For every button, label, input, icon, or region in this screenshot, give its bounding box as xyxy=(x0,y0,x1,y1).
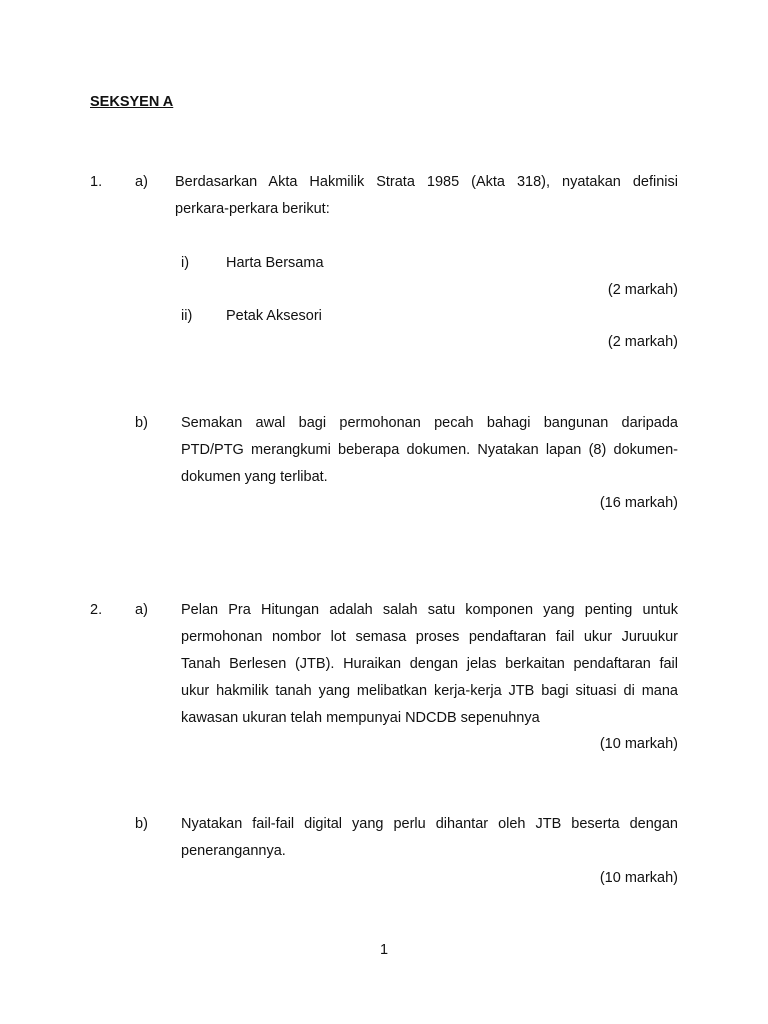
question-number: 1. xyxy=(90,174,103,190)
sub-item-text: Harta Bersama xyxy=(226,255,324,271)
marks-label: (10 markah) xyxy=(599,870,678,886)
section-heading: SEKSYEN A xyxy=(90,94,174,110)
question-text-line: Berdasarkan Akta Hakmilik Strata 1985 (Akta 318), nyatakan definisi xyxy=(175,174,678,190)
marks-label: (10 markah) xyxy=(599,736,678,752)
sub-item-label: i) xyxy=(181,255,190,271)
marks-label: (16 markah) xyxy=(599,495,678,511)
question-text-line: permohonan nombor lot semasa proses pendaftaran fail ukur Juruukur xyxy=(181,629,678,645)
question-text-line: kawasan ukuran telah mempunyai NDCDB sepenuhnya xyxy=(181,710,540,726)
part-label: a) xyxy=(135,602,148,618)
question-text-line: dokumen yang terlibat. xyxy=(181,469,328,485)
question-text-line: ukur hakmilik tanah yang melibatkan kerja-kerja JTB bagi situasi di mana xyxy=(181,683,678,699)
marks-label: (2 markah) xyxy=(607,334,678,350)
question-text-line: perkara-perkara berikut: xyxy=(175,201,330,217)
question-number: 2. xyxy=(90,602,103,618)
page-number: 1 xyxy=(379,942,389,958)
question-text-line: penerangannya. xyxy=(181,843,286,859)
question-text-line: Nyatakan fail-fail digital yang perlu dihantar oleh JTB beserta dengan xyxy=(181,816,678,832)
part-label: a) xyxy=(135,174,148,190)
question-text-line: Semakan awal bagi permohonan pecah bahagi bangunan daripada xyxy=(181,415,678,431)
question-text-line: Pelan Pra Hitungan adalah salah satu komponen yang penting untuk xyxy=(181,602,678,618)
part-label: b) xyxy=(135,816,148,832)
marks-label: (2 markah) xyxy=(607,282,678,298)
question-text-line: Tanah Berlesen (JTB). Huraikan dengan jelas berkaitan pendaftaran fail xyxy=(181,656,678,672)
sub-item-label: ii) xyxy=(181,308,193,324)
sub-item-text: Petak Aksesori xyxy=(226,308,322,324)
part-label: b) xyxy=(135,415,148,431)
question-text-line: PTD/PTG merangkumi beberapa dokumen. Nyatakan lapan (8) dokumen- xyxy=(181,442,678,458)
